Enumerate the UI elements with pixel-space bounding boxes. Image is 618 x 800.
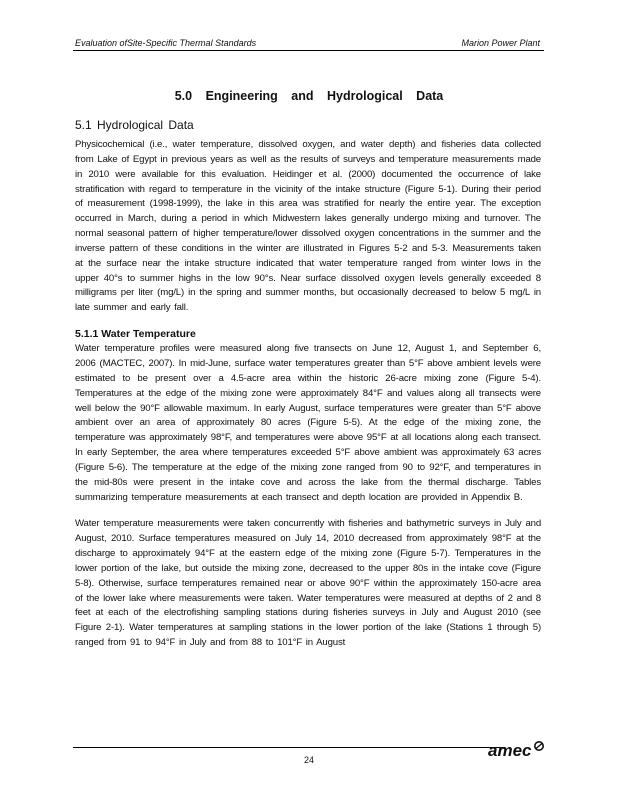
document-body (75, 118, 541, 663)
page-number: 24 (303, 755, 314, 765)
paragraph-water-temperature-2006: Water temperature profiles were measured along five transects on June 12, August 1, and September 6, 2006 (MACTEC, 2007). In mid-June, surface water temperatures greater than 5°F above ambient levels were estimated to be present over a 4.5-acre area within the historic 26-acre mixing zone (Figure 5-4). Temperatures at the edge of the mixing zone were approximately 84°F and values along all transects were well below the 90°F allowable maximum. In early August, surface temperatures were greater than 5°F above ambient over an area of approximately 80 acres (Figure 5-5). At the edge of the mixing zone, the temperature was approximately 98°F, and temperatures were above 95°F at all locations along each transect. In early September, the area where temperatures exceeded 5°F above ambient was approximately 63 acres (Figure 5-6). The temperature at the edge of the mixing zone ranged from 90 to 92°F, and temperatures in the mid-80s were present in the intake cove and across the lake from the thermal discharge. Tables summarizing temperature measurements at each transect and depth location are provided in Appendix B. (75, 343, 541, 503)
paragraph-hydrological-data: Physicochemical (i.e., water temperature, dissolved oxygen, and water depth) and fisheries data collected from Lake of Egypt in previous years as well as the results of surveys and temperature measurements made in 2010 were available for this evaluation. Heidinger et al. (2000) documented the occurrence of lake stratification with regard to temperature in the vicinity of the intake structure (Figure 5-1). During their period of measurement (1998-1999), the lake in this area was stratified for nearly the entire year. The exception occurred in March, during a period in which Midwestern lakes generally undergo mixing and turnover. The normal seasonal pattern of higher temperature/lower dissolved oxygen concentrations in the summer and the inverse pattern of these conditions in the winter are illustrated in Figures 5-2 and 5-3. Measurements taken at the surface near the intake structure indicated that water temperature ranged from winter lows in the upper 40°s to summer highs in the low 90°s. Near surface dissolved oxygen levels generally exceeded 8 milligrams per liter (mg/L) in the spring and summer months, but occasionally decreased to below 5 mg/L in late summer and early fall. (75, 139, 541, 314)
amec-logo-wordmark: amec (488, 741, 532, 760)
chapter-title: 5.0 Engineering and Hydrological Data (174, 89, 444, 103)
running-header-plant: Marion Power Plant (461, 38, 540, 48)
section-heading-5-1: 5.1 Hydrological Data (75, 118, 194, 132)
paragraph-water-temperature-2010: Water temperature measurements were taken concurrently with fisheries and bathymetric surveys in July and August, 2010. Surface temperatures measured on July 14, 2010 decreased from approximately 98°F at the discharge to approximately 94°F at the eastern edge of the mixing zone (Figure 5-7). Temperatures in the lower portion of the lake, but outside the mixing zone, decreased to the upper 80s in the intake cove (Figure 5-8). Otherwise, surface temperatures remained near or above 90°F within the approximately 150-acre area of the lower lake where measurements were taken. Water temperatures were measured at depths of 2 and 8 feet at each of the electrofishing sampling stations during fisheries surveys in July and August 2010 (see Figure 2-1). Water temperatures at sampling stations in the lower portion of the lake (Stations 1 through 5) ranged from 91 to 94°F in July and from 88 to 101°F in August (75, 518, 541, 649)
section-heading-5-1-1: 5.1.1 Water Temperature (75, 328, 196, 341)
amec-logo (488, 739, 548, 761)
header-divider (73, 50, 544, 51)
footer-divider (73, 747, 505, 748)
running-header-title: Evaluation ofSite-Specific Thermal Standards (75, 38, 257, 48)
